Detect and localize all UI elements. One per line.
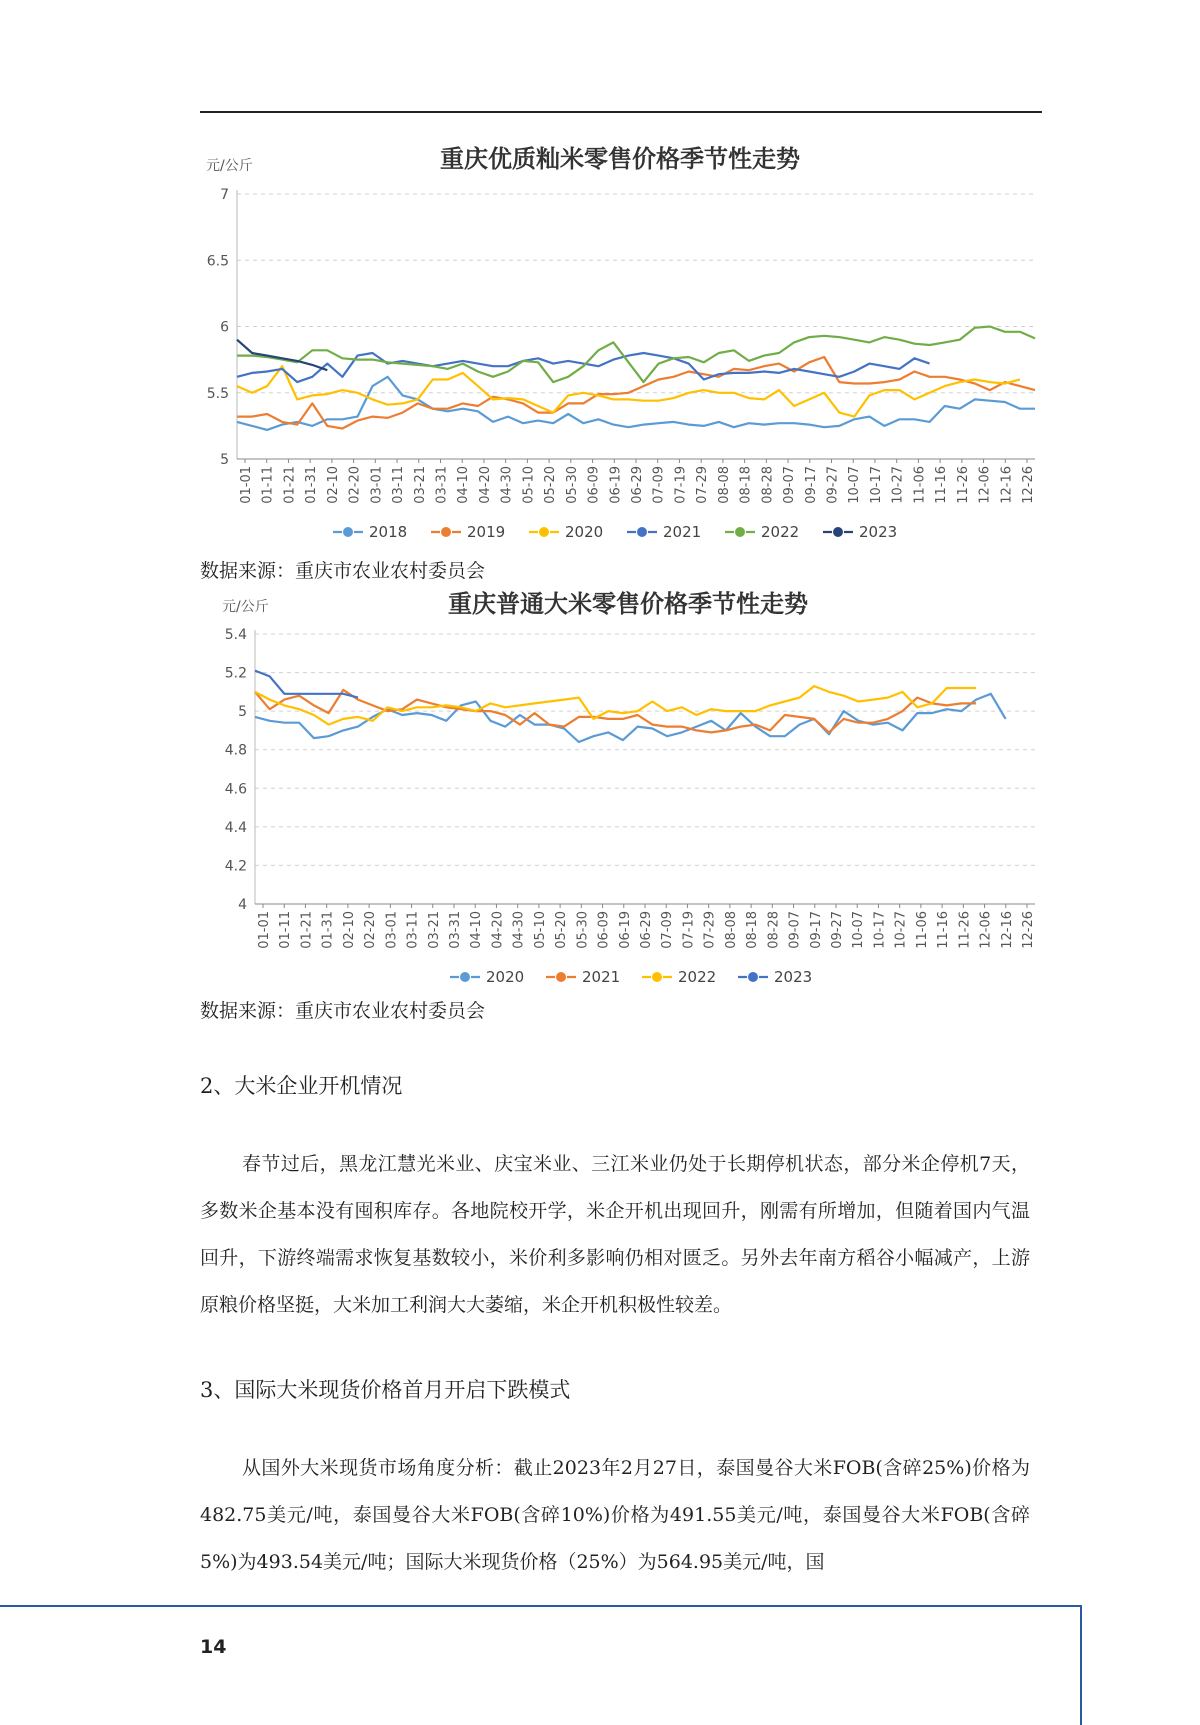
x-tick-label: 09-27 [825,466,841,504]
x-tick-label: 05-30 [575,911,591,949]
x-tick-label: 05-10 [532,911,548,949]
x-tick-label: 08-18 [738,466,754,504]
x-tick-label: 06-19 [617,911,633,949]
page-number: 14 [200,1636,227,1658]
x-tick-label: 08-28 [760,466,776,504]
x-tick-label: 01-31 [304,466,320,504]
section-heading-2: 2、大米企业开机情况 [200,1074,403,1098]
legend-label: 2023 [859,523,898,541]
x-tick-label: 11-26 [955,466,971,504]
x-tick-label: 12-06 [977,466,993,504]
x-tick-label: 09-27 [830,911,845,949]
footer-frame [0,1605,1082,1725]
x-tick-label: 04-10 [456,466,472,504]
x-tick-label: 12-26 [1021,911,1036,949]
x-tick-label: 01-11 [260,466,276,504]
x-tick-label: 01-31 [320,911,336,949]
x-tick-label: 12-16 [999,466,1015,504]
x-tick-label: 09-17 [808,911,824,949]
x-tick-label: 03-31 [434,466,450,504]
x-tick-label: 10-27 [893,911,909,949]
legend-item-2020 [529,523,603,541]
y-axis-unit-label: 元/公斤 [222,599,269,615]
legend-label: 2018 [369,523,408,541]
x-tick-label: 04-10 [469,911,485,949]
x-tick-label: 05-20 [543,466,559,504]
x-tick-label: 03-21 [426,911,442,949]
paragraph-text-3: 从国外大米现货市场角度分析：截止2023年2月27日，泰国曼谷大米FOB(含碎25%)价格为482.75美元/吨，泰国曼谷大米FOB(含碎10%)价格为491.55美元/吨，泰国曼谷大米FOB(含碎5%)为493.54美元/吨；国际大米现货价格（25%）为564.95美元/吨，国 [200,1457,1030,1573]
x-tick-label: 04-30 [511,911,527,949]
x-tick-label: 09-17 [803,466,819,504]
x-tick-label: 10-07 [851,911,867,949]
x-tick-label: 03-11 [405,911,421,949]
x-tick-label: 08-08 [716,466,732,504]
header-rule [200,111,1042,113]
x-tick-label: 06-19 [608,466,624,504]
paragraph-text-2: 春节过后，黑龙江慧光米业、庆宝米业、三江米业仍处于长期停机状态，部分米企停机7天，多数米企基本没有囤积库存。各地院校开学，米企开机出现回升，刚需有所增加，但随着国内气温回升，下游终端需求恢复基数较小，米价利多影响仍相对匮乏。另外去年南方稻谷小幅减产，上游原粮价格坚挺，大米加工利润大大萎缩，米企开机积极性较差。 [200,1153,1030,1316]
x-tick-label: 01-21 [299,911,315,949]
x-tick-label: 06-09 [586,466,602,504]
legend-item-2021 [627,523,701,541]
legend-label: 2021 [663,523,702,541]
legend-label: 2023 [774,968,813,986]
chart-regular-rice [200,590,1050,995]
x-tick-label: 03-11 [391,466,407,504]
x-tick-label: 08-08 [723,911,739,949]
x-tick-label: 02-10 [325,466,341,504]
legend-label: 2021 [582,968,621,986]
y-tick-label: 5 [220,452,229,468]
y-tick-label: 6.5 [206,253,229,270]
x-tick-label: 10-07 [847,466,863,504]
y-tick-label: 4.4 [224,819,247,836]
x-tick-label: 04-20 [490,911,506,949]
legend-item-2022 [725,523,799,541]
x-tick-label: 06-29 [639,911,654,949]
legend-label: 2020 [565,523,604,541]
x-tick-label: 05-10 [521,466,537,504]
series-line-2023 [255,671,358,698]
chart-premium-rice-svg [200,140,1050,550]
x-tick-label: 07-09 [660,911,676,949]
x-tick-label: 02-20 [363,911,379,949]
legend-label: 2022 [678,968,717,986]
legend-item-2022 [642,968,716,986]
x-tick-label: 05-30 [564,466,580,504]
x-tick-label: 12-16 [999,911,1015,949]
series-line-2020 [237,366,1020,416]
legend-item-2023 [738,968,812,986]
y-tick-label: 6 [220,319,229,336]
x-tick-label: 01-01 [257,911,272,949]
y-tick-label: 5 [238,704,247,721]
x-tick-label: 12-26 [1021,466,1036,504]
section-paragraph-3 [200,1445,1030,1586]
x-tick-label: 08-28 [766,911,782,949]
x-tick-label: 11-26 [957,911,973,949]
x-tick-label: 09-07 [787,911,803,949]
legend-item-2018 [333,523,407,541]
section-heading-3: 3、国际大米现货价格首月开启下跌模式 [200,1378,571,1402]
x-tick-label: 08-18 [745,911,761,949]
x-tick-label: 07-19 [681,911,697,949]
legend-label: 2019 [467,523,506,541]
y-tick-label: 5.4 [224,627,247,643]
x-tick-label: 07-19 [673,466,689,504]
legend-item-2020 [450,968,524,986]
x-tick-label: 11-06 [912,466,928,504]
y-tick-label: 4.6 [224,781,247,798]
source-note-1: 数据来源：重庆市农业农村委员会 [200,560,486,582]
x-tick-label: 01-01 [239,466,254,504]
chart-title: 重庆普通大米零售价格季节性走势 [448,590,808,618]
x-tick-label: 07-29 [695,465,711,504]
x-tick-label: 11-06 [914,911,930,949]
x-tick-label: 07-29 [702,911,718,949]
y-tick-label: 5.5 [206,385,229,402]
source-note-2: 数据来源：重庆市农业农村委员会 [200,1000,486,1022]
chart-regular-rice-svg [200,590,1050,995]
x-tick-label: 06-29 [630,466,645,504]
section-paragraph-2 [200,1141,1030,1329]
y-tick-label: 4.2 [224,858,247,875]
x-tick-label: 03-31 [448,911,463,949]
x-tick-label: 10-27 [890,466,906,504]
x-tick-label: 10-17 [868,466,884,504]
chart-premium-rice [200,140,1050,550]
x-tick-label: 06-09 [596,911,612,949]
x-tick-label: 03-01 [384,911,400,949]
y-tick-label: 4.8 [224,742,247,759]
x-tick-label: 04-20 [477,466,493,504]
legend-item-2019 [431,523,505,541]
y-tick-label: 4 [238,897,247,913]
legend-item-2023 [823,523,897,541]
legend-label: 2020 [486,968,525,986]
x-tick-label: 11-16 [936,911,952,949]
x-tick-label: 02-10 [341,911,357,949]
x-tick-label: 04-30 [499,466,515,504]
x-tick-label: 01-21 [282,466,298,504]
y-axis-unit-label: 元/公斤 [206,158,253,174]
y-tick-label: 7 [220,187,229,203]
y-tick-label: 5.2 [224,665,247,682]
x-tick-label: 11-16 [934,466,950,504]
x-tick-label: 05-20 [554,911,570,949]
x-tick-label: 03-01 [369,466,385,504]
x-tick-label: 12-06 [978,911,994,949]
legend-label: 2022 [761,523,800,541]
chart-title: 重庆优质籼米零售价格季节性走势 [440,145,800,173]
x-tick-label: 02-20 [347,466,363,504]
x-tick-label: 03-21 [412,466,428,504]
x-tick-label: 01-11 [278,911,294,949]
x-tick-label: 07-09 [651,466,667,504]
legend-item-2021 [546,968,620,986]
x-tick-label: 09-07 [782,466,798,504]
x-tick-label: 10-17 [872,911,888,949]
